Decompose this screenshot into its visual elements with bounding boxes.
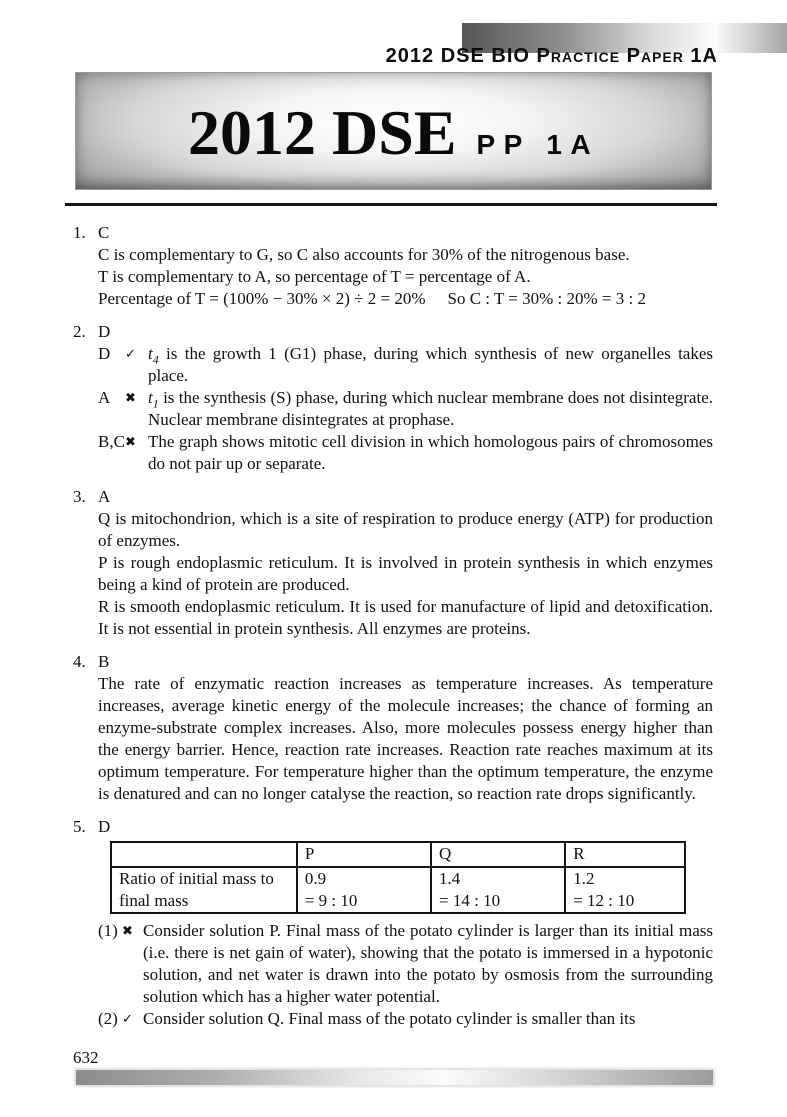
item-label: (2) bbox=[98, 1009, 118, 1028]
question-number: 3. bbox=[73, 487, 86, 506]
table-cell-p bbox=[297, 867, 431, 913]
explanation-paragraph: Q is mitochondrion, which is a site of respiration to produce energy (ATP) for production of enzymes. bbox=[98, 509, 713, 550]
question-number: 5. bbox=[73, 817, 86, 836]
option-explanation: The graph shows mitotic cell division in which homologous pairs of chromosomes do not pair up or separate. bbox=[148, 432, 713, 473]
option-text bbox=[148, 343, 713, 387]
answer-letter: D bbox=[98, 322, 111, 341]
question-number: 1. bbox=[73, 223, 86, 242]
table-cell-r bbox=[565, 867, 685, 913]
item-text: Consider solution P. Final mass of the potato cylinder is larger than its initial mass (i.e. there is net gain of water), showing that the potato is immersed in a hypotonic solution, and net water is drawn into the potato by osmosis from the surrounding solution which has a higher water potential. bbox=[143, 921, 713, 1006]
item-row bbox=[98, 1008, 713, 1031]
answer-letter: C bbox=[98, 223, 110, 242]
table-header-cell: P bbox=[297, 842, 431, 867]
cross-icon: ✖ bbox=[125, 435, 136, 450]
banner bbox=[75, 72, 712, 190]
option-label: A bbox=[98, 388, 111, 407]
explanation-paragraph: P is rough endoplasmic reticulum. It is involved in protein synthesis in which enzymes being a kind of protein are produced. bbox=[98, 553, 713, 594]
variable-subscript: 4 bbox=[152, 352, 159, 367]
table-header-cell-empty bbox=[111, 842, 297, 867]
answers-content bbox=[73, 222, 713, 1042]
table-row bbox=[111, 867, 685, 913]
table-header-cell: Q bbox=[431, 842, 565, 867]
item-text: Consider solution Q. Final mass of the potato cylinder is smaller than its bbox=[143, 1009, 636, 1028]
explanation-paragraph: The rate of enzymatic reaction increases as temperature increases. As temperature increases, average kinetic energy of the molecule increases; the chance of forming an enzyme-substrate complex increases. Also, more molecules possess energy higher than the energy barrier. Hence, reaction rate increases. Reaction rate reaches maximum at its optimum temperature. For temperature higher than the optimum temperature, the enzyme is denatured and can no longer catalyse the reaction, so reaction rate drops significantly. bbox=[98, 674, 713, 803]
variable-subscript: 1 bbox=[152, 396, 159, 411]
cross-icon: ✖ bbox=[125, 391, 136, 406]
option-explanation: is the synthesis (S) phase, during which nuclear membrane does not disintegrate. Nuclear membrane disintegrates at prophase. bbox=[148, 388, 713, 429]
answer-letter: D bbox=[98, 817, 111, 836]
calc-text: Percentage of T = (100% − 30% × 2) ÷ 2 = 20% bbox=[98, 289, 426, 308]
divider-rule bbox=[65, 203, 717, 206]
question-5 bbox=[73, 816, 713, 1031]
option-row bbox=[98, 343, 713, 387]
question-3 bbox=[73, 486, 713, 640]
question-body bbox=[98, 222, 713, 310]
question-2 bbox=[73, 321, 713, 475]
option-text bbox=[148, 431, 713, 475]
option-label: D bbox=[98, 344, 111, 363]
check-icon: ✓ bbox=[122, 1012, 133, 1027]
banner-text bbox=[188, 97, 599, 168]
option-row bbox=[98, 387, 713, 431]
page-header-title: 2012 DSE BIO Practice Paper 1A bbox=[385, 45, 718, 67]
variable-t: t bbox=[148, 388, 153, 407]
cell-value: 1.4 bbox=[439, 869, 461, 888]
mass-ratio-table bbox=[110, 841, 686, 914]
banner-title: 2012 DSE bbox=[188, 97, 457, 168]
option-row bbox=[98, 431, 713, 475]
table-header-row bbox=[111, 842, 685, 867]
table-header-cell: R bbox=[565, 842, 685, 867]
cell-ratio: = 12 : 10 bbox=[573, 891, 635, 910]
explanation-line bbox=[98, 288, 713, 310]
explanation-paragraph: R is smooth endoplasmic reticulum. It is used for manufacture of lipid and detoxification. It is not essential in protein synthesis. All enzymes are proteins. bbox=[98, 597, 713, 638]
option-explanation: is the growth 1 (G1) phase, during which synthesis of new organelles takes place. bbox=[148, 344, 713, 385]
question-number: 4. bbox=[73, 652, 86, 671]
explanation-line: C is complementary to G, so C also accounts for 30% of the nitrogenous base. bbox=[98, 245, 630, 264]
question-body bbox=[98, 321, 713, 475]
page-number: 632 bbox=[73, 1048, 99, 1067]
option-text bbox=[148, 387, 713, 431]
cell-ratio: = 14 : 10 bbox=[439, 891, 501, 910]
calc-result: So C : T = 30% : 20% = 3 : 2 bbox=[447, 289, 646, 308]
question-body bbox=[98, 486, 713, 640]
cell-ratio: = 9 : 10 bbox=[304, 891, 358, 910]
option-label: B,C bbox=[98, 432, 125, 451]
table-row-label: Ratio of initial mass to final mass bbox=[111, 867, 297, 913]
item-row bbox=[98, 920, 713, 1008]
cell-value: 0.9 bbox=[304, 869, 327, 888]
answer-letter: A bbox=[98, 487, 111, 506]
banner-subtitle: PP 1A bbox=[476, 129, 599, 160]
cell-value: 1.2 bbox=[573, 869, 595, 888]
question-body bbox=[98, 651, 713, 805]
question-number: 2. bbox=[73, 322, 86, 341]
variable-t: t bbox=[148, 344, 153, 363]
check-icon: ✓ bbox=[125, 347, 136, 362]
explanation-line: T is complementary to A, so percentage of T = percentage of A. bbox=[98, 267, 531, 286]
bottom-gradient-bar bbox=[75, 1069, 714, 1086]
question-1 bbox=[73, 222, 713, 310]
item-label: (1) bbox=[98, 921, 118, 940]
question-4 bbox=[73, 651, 713, 805]
cross-icon: ✖ bbox=[122, 924, 133, 939]
answer-letter: B bbox=[98, 652, 110, 671]
table-cell-q bbox=[431, 867, 565, 913]
question-body bbox=[98, 816, 713, 1031]
